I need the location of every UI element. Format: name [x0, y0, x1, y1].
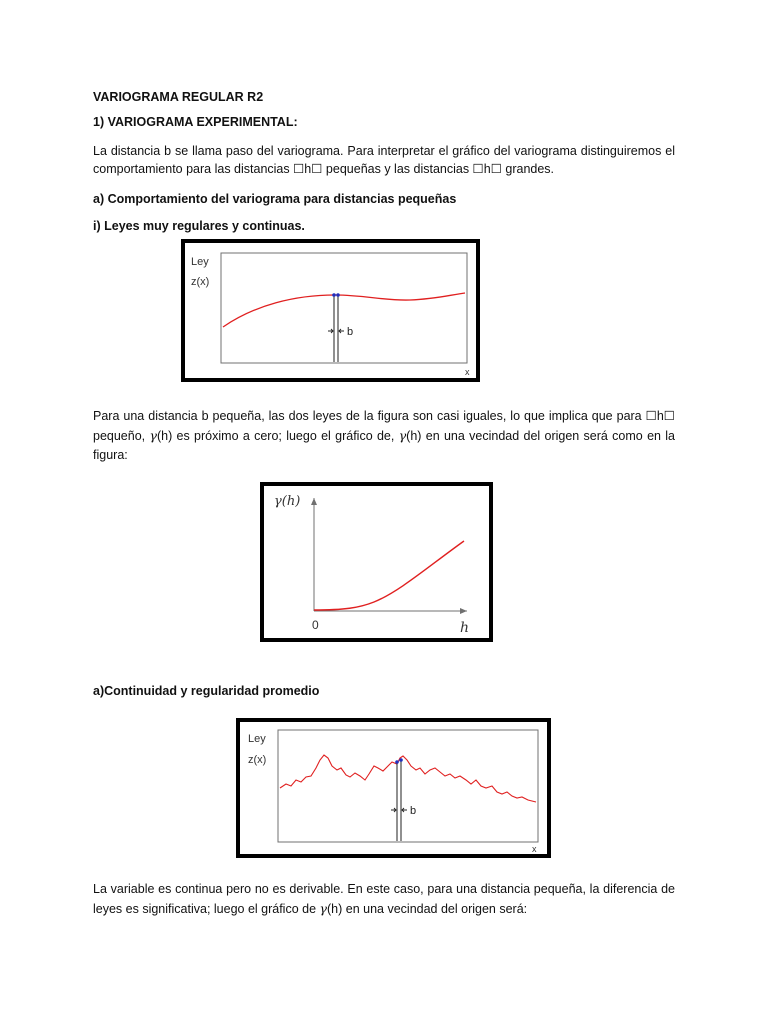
paragraph-step-definition: La distancia b se llama paso del variograma. Para interpretar el gráfico del variograma distinguiremos el comportamiento para las distancias ☐h☐ pequeñas y las distancias ☐h☐ grandes.: [93, 144, 675, 176]
figure-variogram-parabolic: [260, 482, 493, 642]
section-heading-experimental: 1) VARIOGRAMA EXPERIMENTAL:: [93, 115, 298, 129]
step-arrow-right: [402, 808, 407, 812]
origin-label: 0: [312, 618, 319, 632]
marker-point-1: [332, 293, 336, 297]
paragraph-small-distance: [93, 407, 675, 465]
x-label: x: [532, 844, 537, 854]
figure-law-regular: [181, 239, 480, 382]
x-axis-arrow: [460, 608, 467, 614]
step-label-b: b: [347, 326, 354, 338]
heading-continuity-regularity: a)Continuidad y regularidad promedio: [93, 684, 320, 698]
figure-law-irregular: [236, 718, 551, 858]
y-axis-arrow: [311, 498, 317, 505]
document-title: VARIOGRAMA REGULAR R2: [93, 90, 264, 104]
heading-regular-continuous: i) Leyes muy regulares y continuas.: [93, 219, 305, 233]
para3-text-1: La variable es continua pero no es derivable. En este caso, para una distancia pequeña, la diferencia de leyes es significativa; luego el gráfico de: [93, 882, 675, 916]
law-curve: [280, 755, 536, 802]
y-label-ley: Ley: [248, 733, 266, 745]
para3-text-2: (h) en una vecindad del origen será:: [327, 902, 528, 916]
para2-text-2: (h) es próximo a cero; luego el gráfico de,: [156, 429, 395, 443]
step-arrow-left: [391, 808, 396, 812]
plot-frame: [278, 730, 538, 842]
marker-point-2: [336, 293, 340, 297]
law-curve: [223, 293, 465, 327]
para2-text-3: (h) en una vecindad del origen será como en la figura:: [93, 429, 676, 462]
x-label-h: h: [460, 620, 470, 636]
y-label-zx: z(x): [248, 754, 267, 766]
gamma-symbol: γ: [319, 901, 328, 916]
paragraph-non-derivable: [93, 880, 675, 919]
gamma-symbol: γ: [149, 428, 157, 443]
gamma-symbol: γ: [398, 428, 407, 443]
y-label-ley: Ley: [191, 256, 209, 268]
marker-point-1: [395, 760, 399, 764]
heading-small-distances: a) Comportamiento del variograma para distancias pequeñas: [93, 192, 457, 206]
variogram-curve: [314, 541, 464, 610]
step-label-b: b: [410, 805, 417, 817]
x-label: x: [465, 367, 470, 377]
y-label-zx: z(x): [191, 276, 210, 288]
step-arrow-right: [339, 329, 344, 333]
para2-text-1: Para una distancia b pequeña, las dos leyes de la figura son casi iguales, lo que implica que para ☐h☐ pequeño,: [93, 409, 675, 443]
y-label-gamma: γ(h): [274, 494, 301, 509]
marker-point-2: [399, 758, 403, 762]
step-arrow-left: [328, 329, 333, 333]
